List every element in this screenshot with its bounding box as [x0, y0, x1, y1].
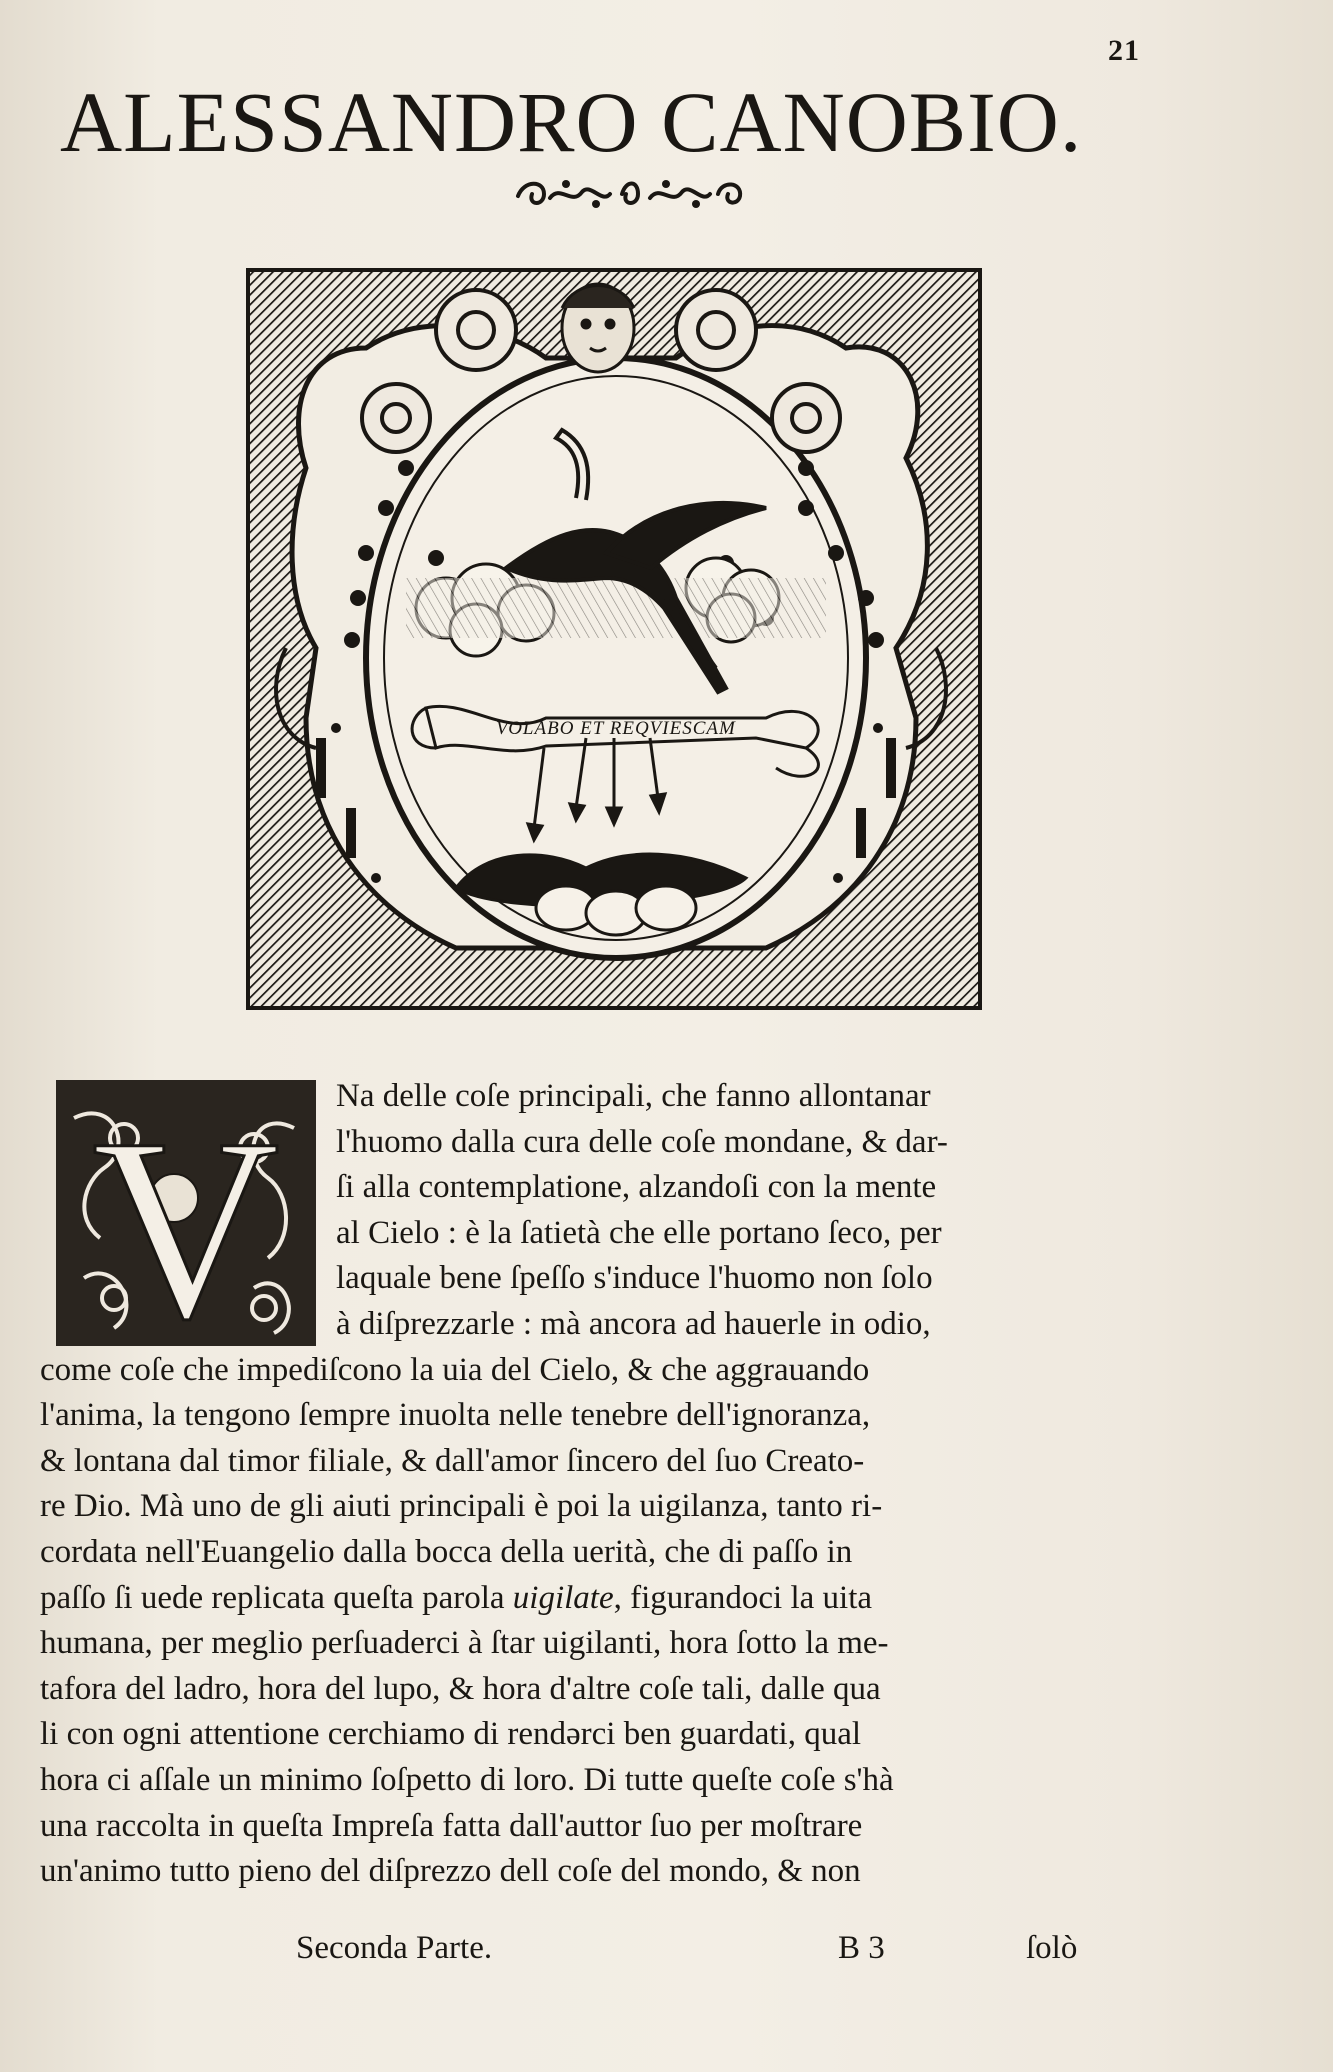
catchword: ſolò: [1026, 1930, 1078, 1966]
signature-mark: B 3: [838, 1930, 885, 1966]
text-line: humana, per meglio perſuaderci à ſtar uigilanti, hora ſotto la me-: [40, 1625, 889, 1662]
decorated-initial: [54, 1078, 318, 1348]
text-line: à diſprezzarle : mà ancora ad hauerle in odio,: [336, 1306, 931, 1342]
text-line: un'animo tutto pieno del diſprezzo dell coſe del mondo, & non: [40, 1853, 861, 1890]
text-line: al Cielo : è la ſatietà che elle portano ſeco, per: [336, 1214, 942, 1251]
face-mascaron: [562, 284, 634, 372]
text-line: laquale bene ſpeſſo s'induce l'huomo non ſolo: [336, 1260, 933, 1297]
initial-letter: V: [92, 1085, 280, 1348]
italic-word: uigilate: [512, 1579, 614, 1616]
text-segment: paſſo ſi uede replicata queſta parola: [40, 1579, 505, 1616]
text-line: una raccolta in queſta Impreſa fatta dall'auttor ſuo per moſtrare: [40, 1807, 863, 1844]
text-line: Na delle coſe principali, che fanno allontanar: [336, 1078, 931, 1114]
text-line: l'anima, la tengono ſempre inuolta nelle tenebre dell'ignoranza,: [40, 1397, 871, 1434]
running-title: ALESSANDRO CANOBIO.: [60, 74, 1083, 170]
text-line: come coſe che impediſcono la uia del Cielo, & che aggrauando: [40, 1351, 870, 1388]
text-segment: , figurandoci la uita: [613, 1579, 873, 1616]
text-line: l'huomo dalla cura delle coſe mondane, & dar-: [336, 1123, 948, 1160]
text-line: tafora del ladro, hora del lupo, & hora d'altre coſe tali, dalle qua: [40, 1670, 881, 1707]
text-line: cordata nell'Euangelio dalla bocca della uerità, che di paſſo in: [40, 1534, 853, 1570]
emblem-woodcut: [246, 268, 982, 1010]
text-line: li con ogni attentione cerchiamo di rendərci ben guardati, qual: [40, 1716, 862, 1753]
emblem-motto: VOLABO ET REQVIESCAM: [496, 718, 736, 739]
page-number: 21: [1108, 34, 1140, 67]
text-line: ſi alla contemplatione, alzandoſi con la mente: [336, 1169, 937, 1206]
text-line: & lontana dal timor filiale, & dall'amor ſincero del ſuo Creato-: [40, 1442, 865, 1479]
part-label: Seconda Parte.: [296, 1930, 493, 1966]
text-line: re Dio. Mà uno de gli aiuti principali è poi la uigilanza, tanto ri-: [40, 1488, 883, 1525]
fleuron-ornament-icon: [510, 172, 750, 216]
text-line: hora ci aſſale un minimo ſoſpetto di loro. Di tutte queſte coſe s'hà: [40, 1762, 894, 1798]
text-line-mixed: [40, 1576, 872, 1622]
